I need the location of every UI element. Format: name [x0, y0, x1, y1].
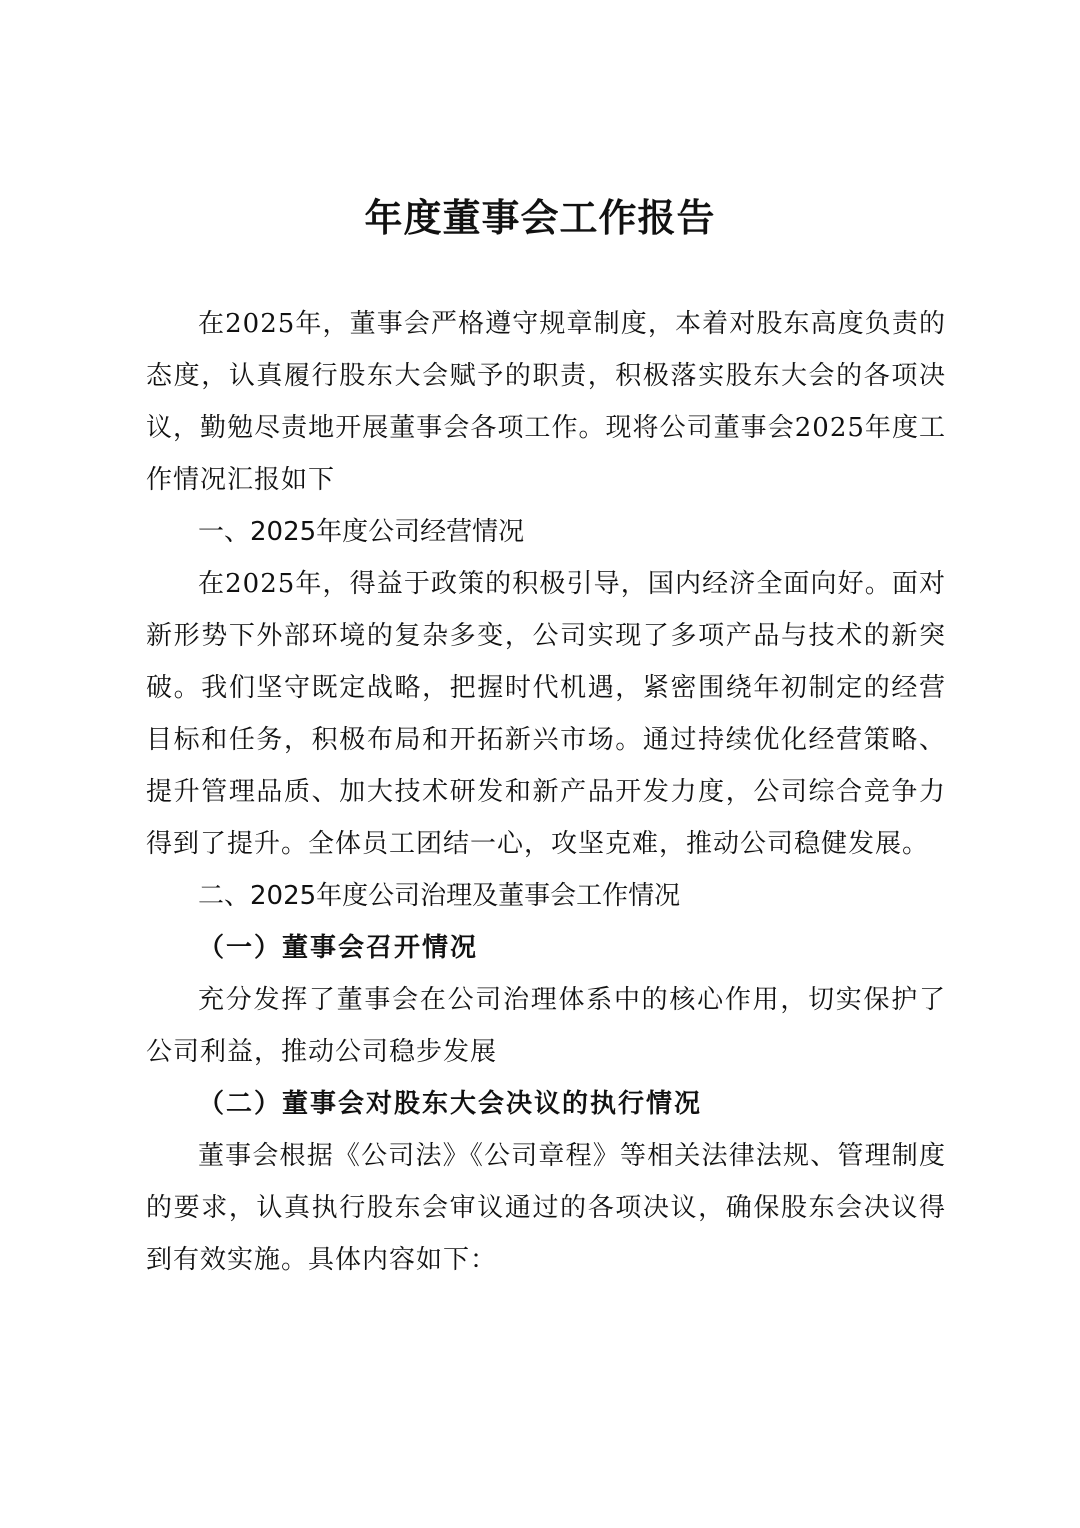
document-body — [146, 298, 946, 1286]
subsection-2-heading: （二）董事会对股东大会决议的执行情况 — [198, 1089, 703, 1119]
subsection-1-paragraph: 充分发挥了董事会在公司治理体系中的核心作用，切实保护了公司利益，推动公司稳步发展 — [146, 985, 946, 1067]
document-title: 年度董事会工作报告 — [364, 196, 716, 240]
section-1-paragraph: 在2025年，得益于政策的积极引导，国内经济全面向好。面对新形势下外部环境的复杂多变，公司实现了多项产品与技术的新突破。我们坚守既定战略，把握时代机遇，紧密围绕年初制定的经营目标和任务，积极布局和开拓新兴市场。通过持续优化经营策略、提升管理品质、加大技术研发和新产品开发力度，公司综合竞争力得到了提升。全体员工团结一心，攻坚克难，推动公司稳健发展。 — [146, 569, 946, 859]
section-1-heading: 一、2025年度公司经营情况 — [198, 517, 525, 547]
intro-paragraph: 在2025年，董事会严格遵守规章制度，本着对股东高度负责的态度，认真履行股东大会赋予的职责，积极落实股东大会的各项决议，勤勉尽责地开展董事会各项工作。现将公司董事会2025年度工作情况汇报如下 — [146, 309, 946, 495]
section-2-heading: 二、2025年度公司治理及董事会工作情况 — [198, 881, 681, 911]
subsection-2-paragraph: 董事会根据《公司法》《公司章程》等相关法律法规、管理制度的要求，认真执行股东会审议通过的各项决议，确保股东会决议得到有效实施。具体内容如下： — [146, 1141, 946, 1275]
subsection-1-heading: （一）董事会召开情况 — [198, 933, 479, 963]
